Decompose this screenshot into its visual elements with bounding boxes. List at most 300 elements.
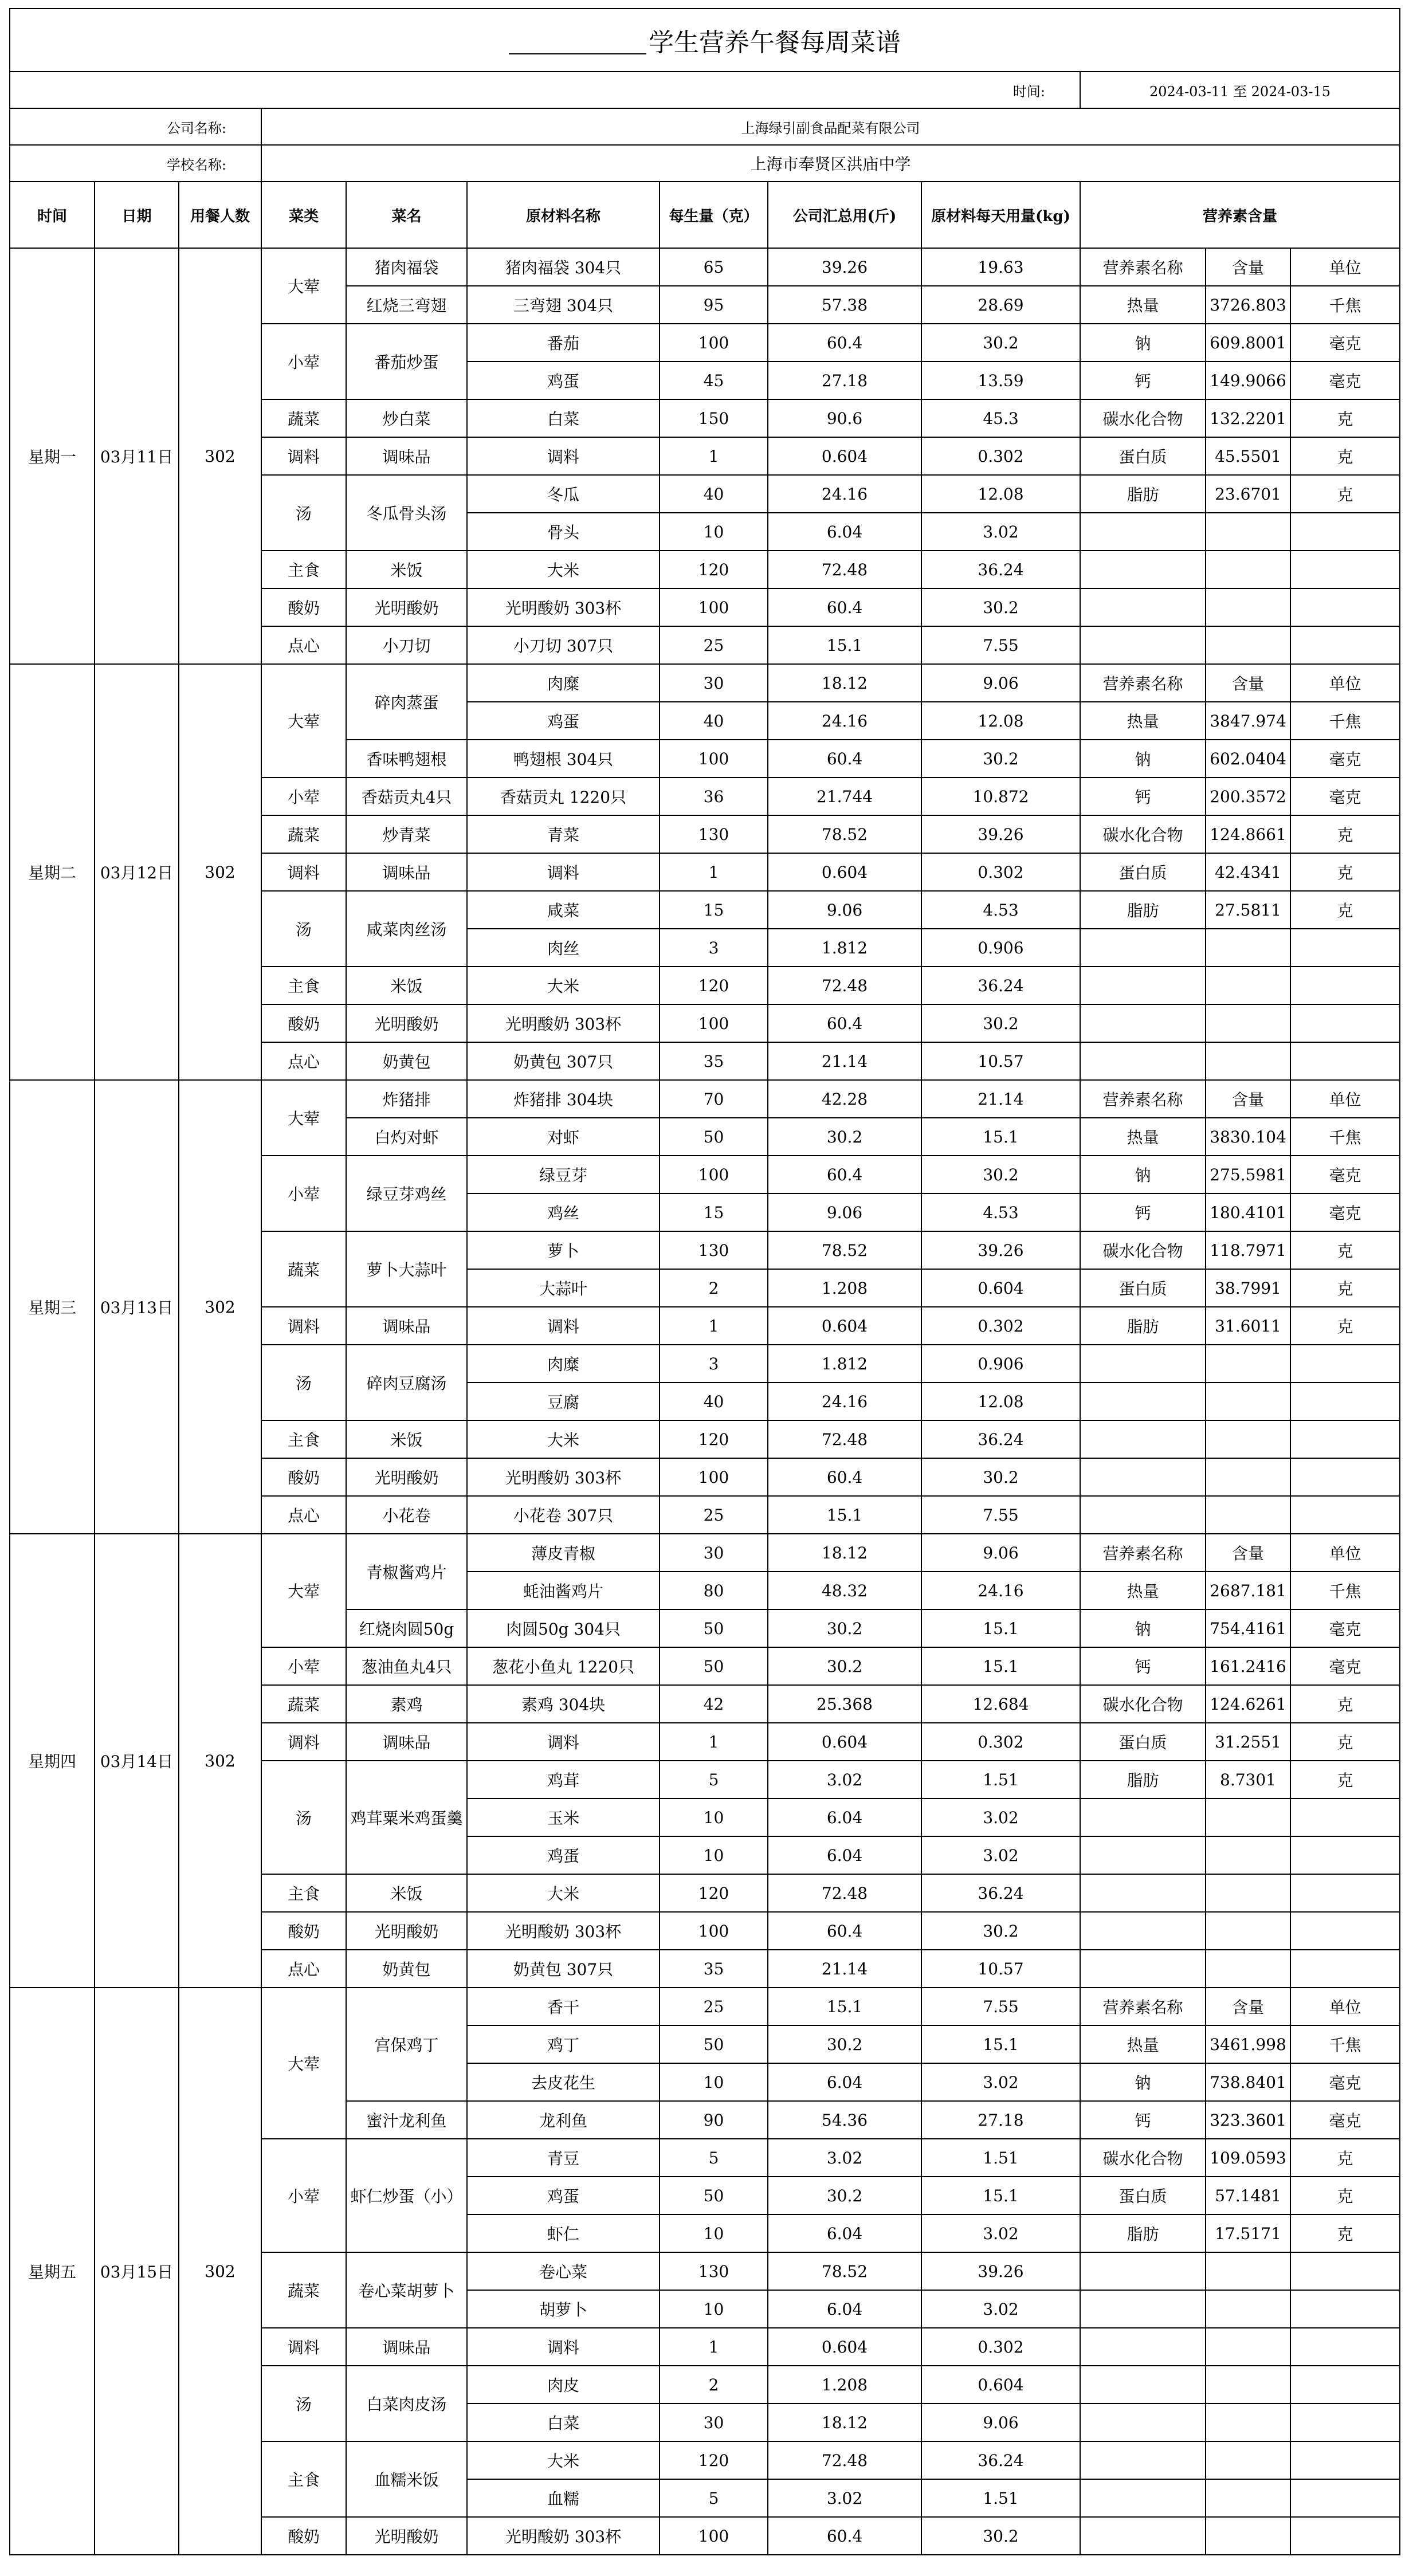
- daily-usage-cell: 10.57: [921, 1950, 1080, 1988]
- per-student-grams-cell: 2: [660, 2366, 768, 2404]
- daily-usage-cell: 30.2: [921, 324, 1080, 362]
- daily-usage-cell: 39.26: [921, 815, 1080, 853]
- nutrient-name-cell: 脂肪: [1080, 1307, 1206, 1345]
- daily-usage-cell: 36.24: [921, 1420, 1080, 1458]
- category-cell: 主食: [261, 2441, 346, 2517]
- empty-cell: [1080, 626, 1206, 664]
- company-total-cell: 60.4: [768, 740, 921, 777]
- empty-cell: [1290, 1799, 1400, 1836]
- date-cell: 03月11日: [95, 248, 179, 664]
- ingredient-cell: 虾仁: [467, 2214, 660, 2252]
- ingredient-cell: 三弯翅 304只: [467, 286, 660, 324]
- per-student-grams-cell: 65: [660, 248, 768, 286]
- nutrient-unit-cell: 克: [1290, 2214, 1400, 2252]
- category-cell: 酸奶: [261, 1458, 346, 1496]
- ingredient-cell: 对虾: [467, 1118, 660, 1156]
- empty-cell: [1206, 588, 1290, 626]
- daily-usage-cell: 7.55: [921, 1988, 1080, 2025]
- nutrient-name-cell: 钙: [1080, 1647, 1206, 1685]
- nutrient-unit-cell: 毫克: [1290, 362, 1400, 399]
- company-total-cell: 57.38: [768, 286, 921, 324]
- nutrient-name-cell: 热量: [1080, 286, 1206, 324]
- nutrient-name-cell: 碳水化合物: [1080, 815, 1206, 853]
- ingredient-cell: 番茄: [467, 324, 660, 362]
- per-student-grams-cell: 10: [660, 1799, 768, 1836]
- company-total-cell: 6.04: [768, 1836, 921, 1874]
- dish-name-cell: 光明酸奶: [346, 588, 467, 626]
- per-student-grams-cell: 95: [660, 286, 768, 324]
- company-total-cell: 18.12: [768, 1534, 921, 1572]
- ingredient-cell: 卷心菜: [467, 2252, 660, 2290]
- nutrient-amount-cell: 200.3572: [1206, 777, 1290, 815]
- empty-cell: [1290, 2328, 1400, 2366]
- nutrient-amount-cell: 609.8001: [1206, 324, 1290, 362]
- nutrient-header-unit: 单位: [1290, 1534, 1400, 1572]
- per-student-grams-cell: 130: [660, 1231, 768, 1269]
- diners-cell: 302: [179, 1988, 261, 2555]
- daily-usage-cell: 0.302: [921, 853, 1080, 891]
- empty-cell: [1080, 1042, 1206, 1080]
- school-label: 学校名称:: [10, 145, 261, 182]
- per-student-grams-cell: 10: [660, 513, 768, 551]
- nutrient-amount-cell: 2687.181: [1206, 1572, 1290, 1609]
- dish-name-cell: 葱油鱼丸4只: [346, 1647, 467, 1685]
- daily-usage-cell: 30.2: [921, 588, 1080, 626]
- nutrient-unit-cell: 毫克: [1290, 1609, 1400, 1647]
- dish-name-cell: 香味鸭翅根: [346, 740, 467, 777]
- category-cell: 点心: [261, 1950, 346, 1988]
- company-total-cell: 48.32: [768, 1572, 921, 1609]
- per-student-grams-cell: 25: [660, 1988, 768, 2025]
- ingredient-cell: 鸡丝: [467, 1193, 660, 1231]
- per-student-grams-cell: 100: [660, 588, 768, 626]
- header-daily-usage: 原材料每天用量(kg): [921, 182, 1080, 248]
- nutrient-amount-cell: 161.2416: [1206, 1647, 1290, 1685]
- nutrient-amount-cell: 3461.998: [1206, 2025, 1290, 2063]
- per-student-grams-cell: 70: [660, 1080, 768, 1118]
- empty-cell: [1080, 1345, 1206, 1383]
- nutrient-unit-cell: 千焦: [1290, 286, 1400, 324]
- ingredient-cell: 肉丝: [467, 929, 660, 967]
- ingredient-cell: 大米: [467, 1420, 660, 1458]
- category-cell: 小荤: [261, 1156, 346, 1231]
- category-cell: 蔬菜: [261, 399, 346, 437]
- nutrient-name-cell: 脂肪: [1080, 475, 1206, 513]
- category-cell: 调料: [261, 1307, 346, 1345]
- nutrient-name-cell: 钙: [1080, 362, 1206, 399]
- date-cell: 03月12日: [95, 664, 179, 1080]
- company-total-cell: 60.4: [768, 588, 921, 626]
- empty-cell: [1206, 1496, 1290, 1534]
- empty-cell: [1206, 513, 1290, 551]
- company-total-cell: 21.744: [768, 777, 921, 815]
- dish-name-cell: 番茄炒蛋: [346, 324, 467, 399]
- daily-usage-cell: 12.08: [921, 475, 1080, 513]
- daily-usage-cell: 0.604: [921, 2366, 1080, 2404]
- dish-name-cell: 白菜肉皮汤: [346, 2366, 467, 2441]
- nutrient-header-unit: 单位: [1290, 1080, 1400, 1118]
- empty-cell: [1290, 2290, 1400, 2328]
- empty-cell: [1080, 1004, 1206, 1042]
- dish-name-cell: 米饭: [346, 1420, 467, 1458]
- empty-cell: [1206, 929, 1290, 967]
- weekly-menu-table: [9, 8, 1400, 2555]
- dish-name-cell: 碎肉豆腐汤: [346, 1345, 467, 1420]
- empty-cell: [1206, 1458, 1290, 1496]
- nutrient-header-amount: 含量: [1206, 1988, 1290, 2025]
- per-student-grams-cell: 10: [660, 2063, 768, 2101]
- company-total-cell: 3.02: [768, 1761, 921, 1799]
- empty-cell: [1290, 1345, 1400, 1383]
- ingredient-cell: 鸭翅根 304只: [467, 740, 660, 777]
- empty-cell: [1080, 2290, 1206, 2328]
- dish-name-cell: 白灼对虾: [346, 1118, 467, 1156]
- nutrient-amount-cell: 602.0404: [1206, 740, 1290, 777]
- time-value: 2024-03-11 至 2024-03-15: [1080, 72, 1400, 108]
- nutrient-header-amount: 含量: [1206, 1080, 1290, 1118]
- company-total-cell: 72.48: [768, 551, 921, 588]
- ingredient-cell: 小花卷 307只: [467, 1496, 660, 1534]
- company-total-cell: 18.12: [768, 2404, 921, 2441]
- empty-cell: [1080, 1836, 1206, 1874]
- nutrient-amount-cell: 3830.104: [1206, 1118, 1290, 1156]
- dish-name-cell: 鸡茸粟米鸡蛋羹: [346, 1761, 467, 1874]
- per-student-grams-cell: 120: [660, 2441, 768, 2479]
- daily-usage-cell: 0.302: [921, 1307, 1080, 1345]
- per-student-grams-cell: 5: [660, 1761, 768, 1799]
- category-cell: 主食: [261, 551, 346, 588]
- empty-cell: [1290, 2252, 1400, 2290]
- dish-name-cell: 调味品: [346, 853, 467, 891]
- daily-usage-cell: 15.1: [921, 1118, 1080, 1156]
- nutrient-header-amount: 含量: [1206, 1534, 1290, 1572]
- ingredient-cell: 冬瓜: [467, 475, 660, 513]
- per-student-grams-cell: 120: [660, 551, 768, 588]
- nutrient-unit-cell: 毫克: [1290, 1647, 1400, 1685]
- empty-cell: [1080, 1799, 1206, 1836]
- ingredient-cell: 青豆: [467, 2139, 660, 2177]
- ingredient-cell: 骨头: [467, 513, 660, 551]
- per-student-grams-cell: 150: [660, 399, 768, 437]
- table-row: [10, 1534, 1400, 1572]
- ingredient-cell: 萝卜: [467, 1231, 660, 1269]
- category-cell: 点心: [261, 1496, 346, 1534]
- daily-usage-cell: 0.302: [921, 1723, 1080, 1761]
- category-cell: 主食: [261, 1420, 346, 1458]
- category-cell: 小荤: [261, 324, 346, 399]
- daily-usage-cell: 36.24: [921, 551, 1080, 588]
- empty-cell: [1290, 1950, 1400, 1988]
- dish-name-cell: 虾仁炒蛋（小）: [346, 2139, 467, 2252]
- empty-cell: [1080, 1420, 1206, 1458]
- per-student-grams-cell: 45: [660, 362, 768, 399]
- category-cell: 大荤: [261, 1988, 346, 2139]
- empty-cell: [1290, 1874, 1400, 1912]
- nutrient-unit-cell: 毫克: [1290, 324, 1400, 362]
- menu-title: [10, 9, 1400, 72]
- dish-name-cell: 绿豆芽鸡丝: [346, 1156, 467, 1231]
- diners-cell: 302: [179, 664, 261, 1080]
- company-total-cell: 78.52: [768, 2252, 921, 2290]
- empty-cell: [1290, 513, 1400, 551]
- nutrient-name-cell: 碳水化合物: [1080, 1231, 1206, 1269]
- title-blank-line: [509, 53, 646, 54]
- company-total-cell: 78.52: [768, 815, 921, 853]
- nutrient-unit-cell: 克: [1290, 1231, 1400, 1269]
- empty-cell: [1206, 1912, 1290, 1950]
- company-total-cell: 0.604: [768, 1723, 921, 1761]
- empty-cell: [1206, 1004, 1290, 1042]
- per-student-grams-cell: 30: [660, 664, 768, 702]
- company-total-cell: 60.4: [768, 1458, 921, 1496]
- nutrient-unit-cell: 克: [1290, 2139, 1400, 2177]
- company-total-cell: 24.16: [768, 475, 921, 513]
- nutrient-amount-cell: 109.0593: [1206, 2139, 1290, 2177]
- nutrient-unit-cell: 毫克: [1290, 2063, 1400, 2101]
- per-student-grams-cell: 80: [660, 1572, 768, 1609]
- category-cell: 酸奶: [261, 1004, 346, 1042]
- per-student-grams-cell: 50: [660, 1118, 768, 1156]
- company-total-cell: 1.208: [768, 2366, 921, 2404]
- ingredient-cell: 鸡蛋: [467, 702, 660, 740]
- empty-cell: [1080, 1874, 1206, 1912]
- daily-usage-cell: 4.53: [921, 1193, 1080, 1231]
- nutrient-amount-cell: 738.8401: [1206, 2063, 1290, 2101]
- empty-cell: [1206, 1836, 1290, 1874]
- date-cell: 03月14日: [95, 1534, 179, 1988]
- company-total-cell: 6.04: [768, 513, 921, 551]
- daily-usage-cell: 0.906: [921, 929, 1080, 967]
- empty-cell: [1290, 1458, 1400, 1496]
- nutrient-amount-cell: 754.4161: [1206, 1609, 1290, 1647]
- dish-name-cell: 奶黄包: [346, 1042, 467, 1080]
- daily-usage-cell: 36.24: [921, 1874, 1080, 1912]
- daily-usage-cell: 30.2: [921, 1156, 1080, 1193]
- company-total-cell: 60.4: [768, 1912, 921, 1950]
- nutrient-unit-cell: 克: [1290, 1761, 1400, 1799]
- daily-usage-cell: 15.1: [921, 2177, 1080, 2214]
- empty-cell: [1206, 1420, 1290, 1458]
- empty-cell: [1206, 2517, 1290, 2555]
- nutrient-name-cell: 热量: [1080, 1118, 1206, 1156]
- dish-name-cell: 调味品: [346, 1307, 467, 1345]
- empty-cell: [1080, 1950, 1206, 1988]
- nutrient-unit-cell: 毫克: [1290, 2101, 1400, 2139]
- nutrient-amount-cell: 23.6701: [1206, 475, 1290, 513]
- dish-name-cell: 奶黄包: [346, 1950, 467, 1988]
- empty-cell: [1290, 1836, 1400, 1874]
- empty-cell: [1080, 2252, 1206, 2290]
- header-time: 时间: [10, 182, 95, 248]
- daily-usage-cell: 10.872: [921, 777, 1080, 815]
- nutrient-unit-cell: 克: [1290, 475, 1400, 513]
- empty-cell: [1290, 626, 1400, 664]
- empty-cell: [1290, 2366, 1400, 2404]
- date-cell: 03月15日: [95, 1988, 179, 2555]
- daily-usage-cell: 0.604: [921, 1269, 1080, 1307]
- category-cell: 点心: [261, 626, 346, 664]
- weekday-cell: 星期一: [10, 248, 95, 664]
- per-student-grams-cell: 130: [660, 2252, 768, 2290]
- nutrient-name-cell: 钙: [1080, 2101, 1206, 2139]
- nutrient-amount-cell: 42.4341: [1206, 853, 1290, 891]
- category-cell: 调料: [261, 853, 346, 891]
- ingredient-cell: 肉糜: [467, 1345, 660, 1383]
- ingredient-cell: 大米: [467, 2441, 660, 2479]
- nutrient-amount-cell: 124.6261: [1206, 1685, 1290, 1723]
- ingredient-cell: 鸡蛋: [467, 362, 660, 399]
- nutrient-header-amount: 含量: [1206, 664, 1290, 702]
- ingredient-cell: 鸡茸: [467, 1761, 660, 1799]
- per-student-grams-cell: 120: [660, 967, 768, 1004]
- nutrient-name-cell: 脂肪: [1080, 1761, 1206, 1799]
- nutrient-unit-cell: 千焦: [1290, 2025, 1400, 2063]
- nutrient-header-name: 营养素名称: [1080, 1080, 1206, 1118]
- empty-cell: [1206, 1799, 1290, 1836]
- daily-usage-cell: 30.2: [921, 2517, 1080, 2555]
- per-student-grams-cell: 35: [660, 1042, 768, 1080]
- ingredient-cell: 光明酸奶 303杯: [467, 588, 660, 626]
- empty-cell: [1206, 626, 1290, 664]
- nutrient-name-cell: 碳水化合物: [1080, 1685, 1206, 1723]
- ingredient-cell: 蚝油酱鸡片: [467, 1572, 660, 1609]
- company-total-cell: 90.6: [768, 399, 921, 437]
- nutrient-name-cell: 钠: [1080, 2063, 1206, 2101]
- time-label: 时间:: [10, 72, 1080, 108]
- category-cell: 小荤: [261, 2139, 346, 2252]
- empty-cell: [1290, 1004, 1400, 1042]
- company-total-cell: 0.604: [768, 853, 921, 891]
- ingredient-cell: 鸡丁: [467, 2025, 660, 2063]
- company-total-cell: 6.04: [768, 1799, 921, 1836]
- ingredient-cell: 血糯: [467, 2479, 660, 2517]
- empty-cell: [1080, 2328, 1206, 2366]
- company-total-cell: 30.2: [768, 1118, 921, 1156]
- empty-cell: [1080, 1496, 1206, 1534]
- per-student-grams-cell: 42: [660, 1685, 768, 1723]
- per-student-grams-cell: 15: [660, 891, 768, 929]
- empty-cell: [1290, 2479, 1400, 2517]
- daily-usage-cell: 36.24: [921, 967, 1080, 1004]
- dish-name-cell: 小花卷: [346, 1496, 467, 1534]
- nutrient-amount-cell: 132.2201: [1206, 399, 1290, 437]
- daily-usage-cell: 4.53: [921, 891, 1080, 929]
- header-dish: 菜名: [346, 182, 467, 248]
- company-total-cell: 6.04: [768, 2290, 921, 2328]
- nutrient-unit-cell: 千焦: [1290, 702, 1400, 740]
- empty-cell: [1206, 1345, 1290, 1383]
- per-student-grams-cell: 25: [660, 626, 768, 664]
- empty-cell: [1206, 1383, 1290, 1420]
- ingredient-cell: 青菜: [467, 815, 660, 853]
- category-cell: 调料: [261, 2328, 346, 2366]
- dish-name-cell: 咸菜肉丝汤: [346, 891, 467, 967]
- dish-name-cell: 碎肉蒸蛋: [346, 664, 467, 740]
- per-student-grams-cell: 3: [660, 1345, 768, 1383]
- dish-name-cell: 调味品: [346, 1723, 467, 1761]
- nutrient-unit-cell: 克: [1290, 1685, 1400, 1723]
- header-category: 菜类: [261, 182, 346, 248]
- empty-cell: [1080, 588, 1206, 626]
- category-cell: 蔬菜: [261, 1685, 346, 1723]
- daily-usage-cell: 15.1: [921, 1647, 1080, 1685]
- dish-name-cell: 调味品: [346, 437, 467, 475]
- company-total-cell: 30.2: [768, 1609, 921, 1647]
- empty-cell: [1206, 2404, 1290, 2441]
- company-total-cell: 0.604: [768, 1307, 921, 1345]
- nutrient-header-name: 营养素名称: [1080, 248, 1206, 286]
- dish-name-cell: 米饭: [346, 967, 467, 1004]
- per-student-grams-cell: 130: [660, 815, 768, 853]
- empty-cell: [1080, 2479, 1206, 2517]
- company-total-cell: 25.368: [768, 1685, 921, 1723]
- ingredient-cell: 调料: [467, 437, 660, 475]
- category-cell: 点心: [261, 1042, 346, 1080]
- nutrient-amount-cell: 3726.803: [1206, 286, 1290, 324]
- company-total-cell: 0.604: [768, 437, 921, 475]
- empty-cell: [1206, 2252, 1290, 2290]
- nutrient-name-cell: 钠: [1080, 1609, 1206, 1647]
- per-student-grams-cell: 100: [660, 1004, 768, 1042]
- ingredient-cell: 光明酸奶 303杯: [467, 1004, 660, 1042]
- daily-usage-cell: 0.302: [921, 437, 1080, 475]
- daily-usage-cell: 45.3: [921, 399, 1080, 437]
- company-total-cell: 3.02: [768, 2479, 921, 2517]
- empty-cell: [1080, 929, 1206, 967]
- daily-usage-cell: 3.02: [921, 2214, 1080, 2252]
- ingredient-cell: 鸡蛋: [467, 2177, 660, 2214]
- weekday-cell: 星期四: [10, 1534, 95, 1988]
- dish-name-cell: 血糯米饭: [346, 2441, 467, 2517]
- company-total-cell: 9.06: [768, 1193, 921, 1231]
- nutrient-name-cell: 蛋白质: [1080, 853, 1206, 891]
- ingredient-cell: 大米: [467, 1874, 660, 1912]
- per-student-grams-cell: 10: [660, 2290, 768, 2328]
- ingredient-cell: 光明酸奶 303杯: [467, 1458, 660, 1496]
- empty-cell: [1080, 1383, 1206, 1420]
- ingredient-cell: 玉米: [467, 1799, 660, 1836]
- nutrient-amount-cell: 180.4101: [1206, 1193, 1290, 1231]
- nutrient-header-unit: 单位: [1290, 1988, 1400, 2025]
- ingredient-cell: 葱花小鱼丸 1220只: [467, 1647, 660, 1685]
- daily-usage-cell: 3.02: [921, 1799, 1080, 1836]
- ingredient-cell: 肉皮: [467, 2366, 660, 2404]
- date-cell: 03月13日: [95, 1080, 179, 1534]
- per-student-grams-cell: 25: [660, 1496, 768, 1534]
- company-total-cell: 1.812: [768, 929, 921, 967]
- empty-cell: [1290, 2441, 1400, 2479]
- daily-usage-cell: 9.06: [921, 1534, 1080, 1572]
- company-total-cell: 24.16: [768, 702, 921, 740]
- daily-usage-cell: 3.02: [921, 2290, 1080, 2328]
- company-total-cell: 15.1: [768, 1496, 921, 1534]
- nutrient-unit-cell: 克: [1290, 1269, 1400, 1307]
- per-student-grams-cell: 50: [660, 1609, 768, 1647]
- daily-usage-cell: 10.57: [921, 1042, 1080, 1080]
- company-total-cell: 21.14: [768, 1042, 921, 1080]
- nutrient-header-name: 营养素名称: [1080, 1534, 1206, 1572]
- category-cell: 汤: [261, 891, 346, 967]
- nutrient-unit-cell: 克: [1290, 891, 1400, 929]
- per-student-grams-cell: 90: [660, 2101, 768, 2139]
- company-total-cell: 9.06: [768, 891, 921, 929]
- ingredient-cell: 调料: [467, 1307, 660, 1345]
- table-row: [10, 248, 1400, 286]
- category-cell: 蔬菜: [261, 2252, 346, 2328]
- per-student-grams-cell: 50: [660, 1647, 768, 1685]
- nutrient-name-cell: 脂肪: [1080, 891, 1206, 929]
- daily-usage-cell: 3.02: [921, 513, 1080, 551]
